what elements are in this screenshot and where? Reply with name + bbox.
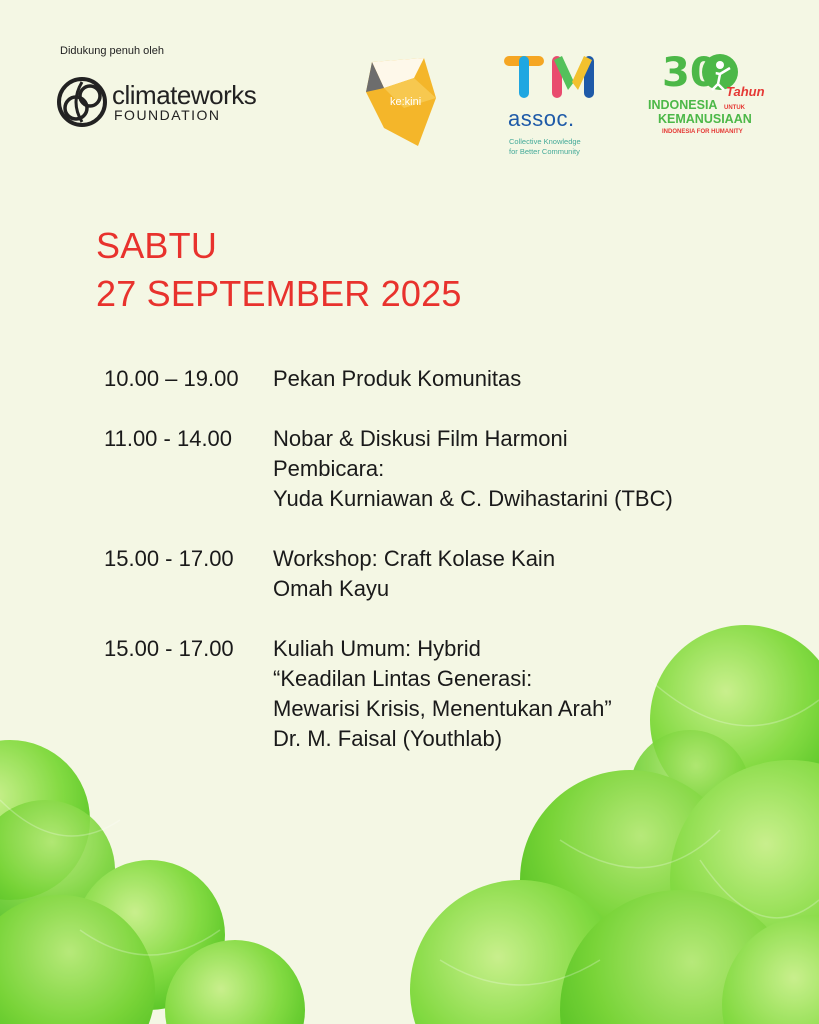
schedule-description: Pekan Produk Komunitas	[273, 366, 522, 391]
schedule-time: 10.00 – 19.00	[104, 366, 239, 391]
thirty-number: 30	[662, 50, 718, 96]
schedule-time: 15.00 - 17.00	[104, 636, 234, 661]
kekini-wordmark: ke:kini	[390, 96, 422, 108]
untuk-text: UNTUK	[724, 105, 745, 111]
climateworks-emblem-icon	[56, 76, 108, 128]
indonesia-untuk-kemanusiaan-logo	[640, 52, 770, 144]
supported-by-label: Didukung penuh oleh	[60, 45, 164, 57]
event-day: SABTU	[96, 225, 218, 266]
kemanusiaan-text: KEMANUSIAAN	[658, 112, 752, 126]
tm-assoc-logo	[500, 52, 610, 162]
schedule-list	[104, 364, 673, 784]
schedule-description: Workshop: Craft Kolase Kain Omah Kayu	[273, 546, 556, 601]
schedule-item	[104, 544, 673, 604]
schedule-time: 15.00 - 17.00	[104, 546, 234, 571]
kekini-logo	[364, 58, 438, 148]
tm-assoc-wordmark: assoc.	[508, 106, 575, 131]
tm-letters-icon	[504, 52, 604, 104]
tm-tagline: Collective Knowledge for Better Community	[509, 137, 581, 156]
climateworks-logo	[56, 76, 296, 132]
climateworks-foundation-text: FOUNDATION	[114, 107, 221, 123]
schedule-item	[104, 364, 673, 394]
schedule-description: Kuliah Umum: Hybrid “Keadilan Lintas Generasi: Mewarisi Krisis, Menentukan Arah” Dr. M. Faisal (Youthlab)	[273, 636, 612, 751]
tahun-text: Tahun	[726, 84, 765, 99]
indonesia-for-humanity-text: INDONESIA FOR HUMANITY	[662, 129, 743, 135]
schedule-time: 11.00 - 14.00	[104, 426, 233, 451]
event-date: 27 SEPTEMBER 2025	[96, 273, 462, 314]
schedule-item	[104, 424, 673, 514]
schedule-item	[104, 634, 673, 754]
schedule-description: Nobar & Diskusi Film Harmoni Pembicara: Yuda Kurniawan & C. Dwihastarini (TBC)	[273, 426, 673, 511]
event-date-heading	[96, 222, 462, 318]
climateworks-wordmark: climateworks	[112, 80, 257, 110]
indonesia-text: INDONESIA	[648, 98, 718, 112]
